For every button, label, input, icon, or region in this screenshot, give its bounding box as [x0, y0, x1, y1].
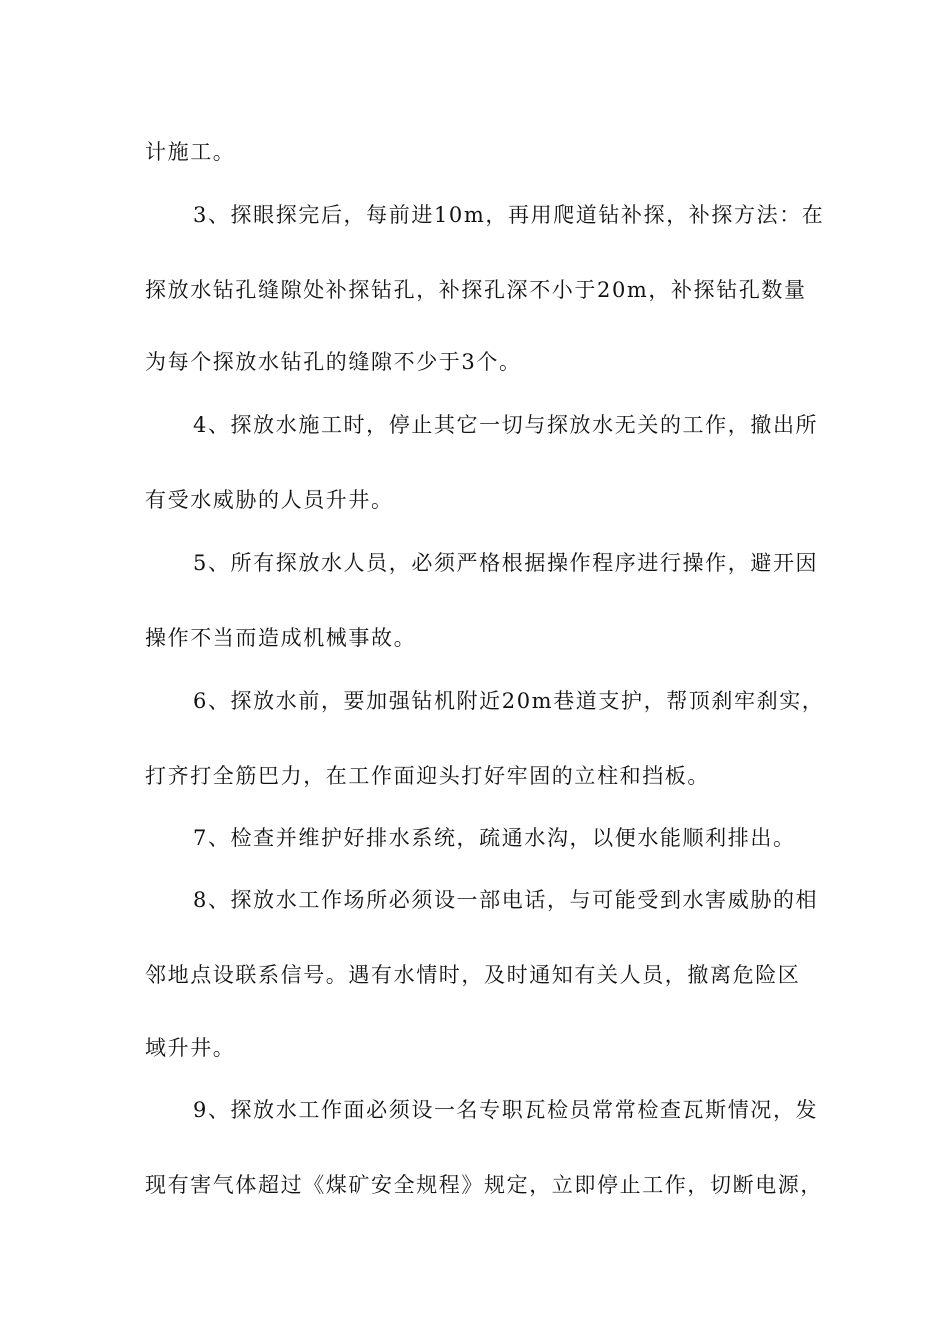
text-line: 邻地点设联系信号。遇有水情时，及时通知有关人员，撤离危险区 — [145, 963, 801, 987]
text-line: 操作不当而造成机械事故。 — [145, 626, 417, 650]
text-line: 4、探放水施工时，停止其它一切与探放水无关的工作，撤出所 — [193, 413, 819, 437]
text-line: 为每个探放水钻孔的缝隙不少于3个。 — [145, 350, 522, 374]
text-line: 7、检查并维护好排水系统，疏通水沟，以便水能顺利排出。 — [193, 826, 796, 850]
text-line: 探放水钻孔缝隙处补探钻孔，补探孔深不小于20m，补探钻孔数量 — [145, 278, 807, 302]
text-line: 8、探放水工作场所必须设一部电话，与可能受到水害威胁的相 — [193, 888, 819, 912]
text-line: 6、探放水前，要加强钻机附近20m巷道支护，帮顶刹牢刹实， — [193, 689, 825, 713]
text-line: 现有害气体超过《煤矿安全规程》规定，立即停止工作，切断电源， — [145, 1173, 823, 1197]
text-line: 域升井。 — [145, 1036, 236, 1060]
text-line: 9、探放水工作面必须设一名专职瓦检员常常检查瓦斯情况，发 — [193, 1098, 819, 1122]
text-line: 有受水威胁的人员升井。 — [145, 488, 394, 512]
text-line: 打齐打全筋巴力，在工作面迎头打好牢固的立柱和挡板。 — [145, 764, 710, 788]
text-line: 3、探眼探完后，每前进10m，再用爬道钻补探，补探方法：在 — [193, 203, 825, 227]
text-line: 5、所有探放水人员，必须严格根据操作程序进行操作，避开因 — [193, 551, 819, 575]
text-line: 计施工。 — [145, 140, 236, 164]
